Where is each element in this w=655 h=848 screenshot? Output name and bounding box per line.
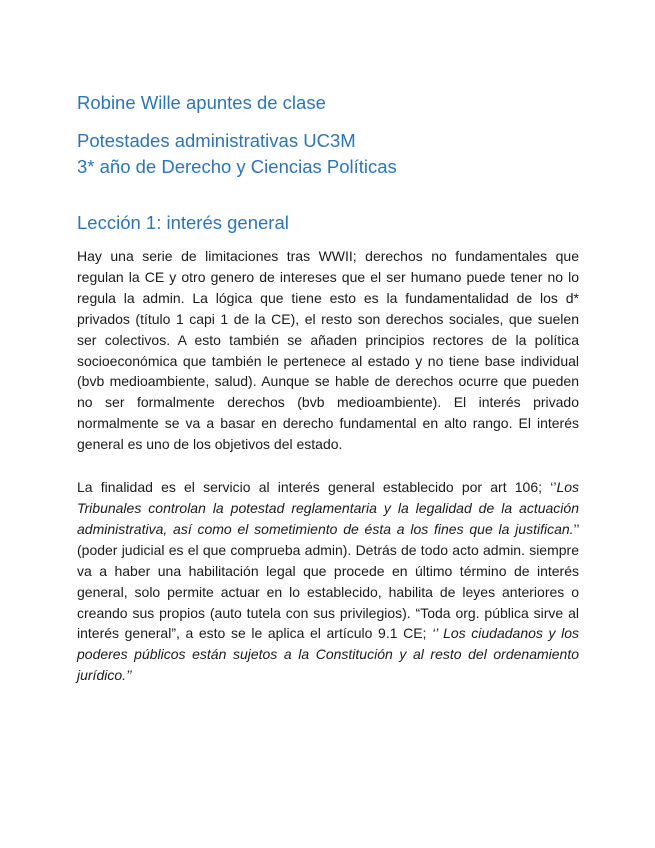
paragraph-middle: (poder judicial es el que comprueba admin). Detrás de todo acto admin. siempre va a haber una habilitación legal que procede en último término de interés general, solo permite actuar en lo establecido, habilita de leyes anteriores o creando sus propios (auto tutela con sus privilegios). “Toda org. pública sirve al interés general”, a esto se le aplica el artículo 9.1 CE;: [77, 541, 579, 642]
quote-open-mark: ; ‘’: [538, 479, 557, 496]
course-subtitle: 3* año de Derecho y Ciencias Políticas: [77, 156, 397, 177]
article-106-quote: Los Tribunales controlan la potestad reglamentaria y la legalidad de la actuación administrativa, así como el sometimiento de ésta a los fines que la justifican.: [77, 479, 580, 537]
paragraph-general-interest: [77, 477, 579, 686]
document-content: [77, 90, 579, 686]
paragraph-limitations: Hay una serie de limitaciones tras WWII; derechos no fundamentales que regulan la CE y otro genero de intereses que el ser humano puede tener no lo regula la admin. La lógica que tiene esto es la fundamentalidad de los d* privados (título 1 capi 1 de la CE), el resto son derechos sociales, que suelen ser colectivos. A esto también se añaden principios rectores de la política socioeconómica que también le pertenece al estado y no tiene base individual (bvb medioambiente, salud). Aunque se hable de derechos ocurre que pueden no ser formalmente derechos (bvb medioambiente). El interés privado normalmente se va a basar en derecho fundamental en alto rango. El interés general es uno de los objetivos del estado.: [77, 248, 579, 453]
course-title: Potestades administrativas UC3M: [77, 130, 356, 151]
author-heading: Robine Wille apuntes de clase: [77, 92, 326, 113]
quote-close-mark: ’’: [573, 520, 579, 537]
article-9-quote: ‘’ Los ciudadanos y los poderes públicos están sujetos a la Constitución y al resto del ordenamiento jurídico.’’: [77, 625, 579, 684]
paragraph-intro: La finalidad es el servicio al interés general establecido por art 106: [77, 479, 539, 496]
lesson-title: Lección 1: interés general: [77, 212, 289, 233]
